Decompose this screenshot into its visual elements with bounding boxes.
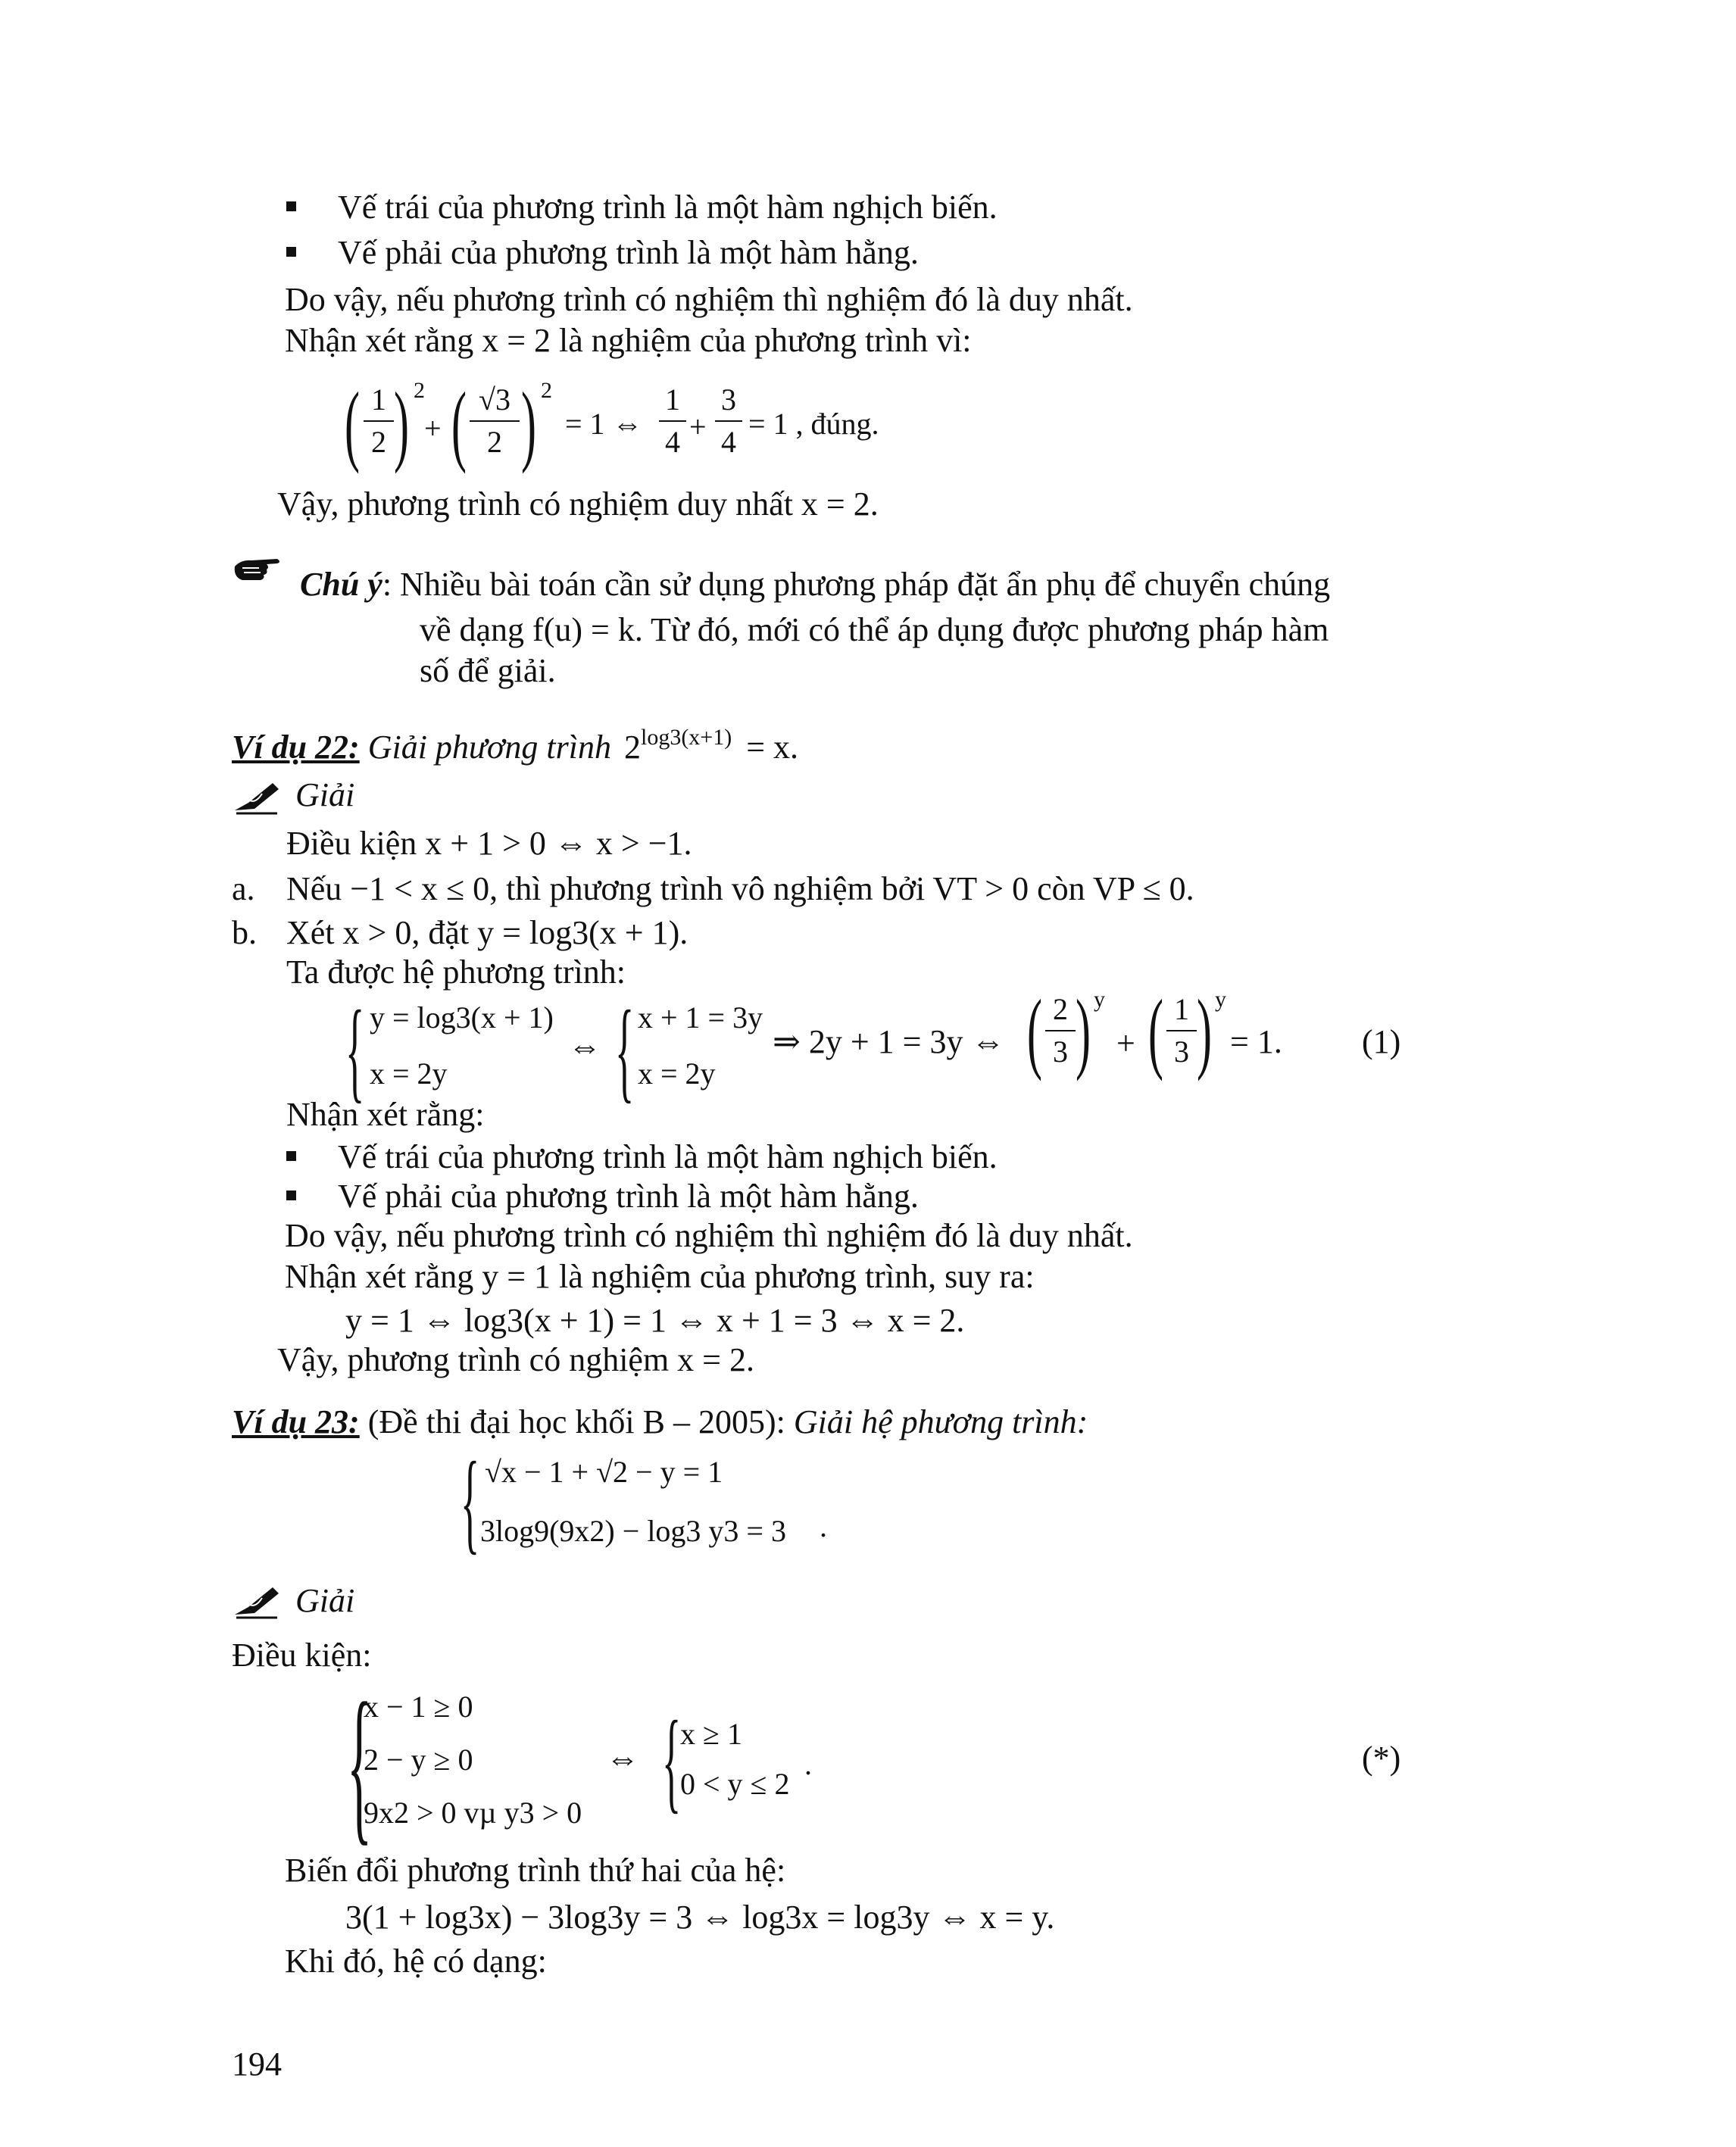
exponent: y	[1094, 987, 1105, 1012]
pointing-hand-icon	[232, 556, 282, 586]
pencil-hand-icon	[232, 780, 282, 815]
implication: ⇒ 2y + 1 = 3y ⇔	[773, 1023, 1005, 1060]
note-label: Chú ý	[300, 566, 382, 603]
derivation: y = 1 ⇔ log3(x + 1) = 1 ⇔ x + 1 = 3 ⇔ x = 2.	[345, 1302, 965, 1339]
system-row: x = 2y	[638, 1056, 716, 1091]
pencil-hand-icon	[232, 1584, 282, 1619]
equation-tag: (*)	[1362, 1740, 1401, 1777]
paragraph: Do vậy, nếu phương trình có nghiệm thì nghiệm đó là duy nhất.	[285, 281, 1133, 318]
example-22-heading: Ví dụ 22: Giải phương trình $2^{log3(x+1)} = x$.	[232, 725, 799, 766]
fraction: 3 4	[715, 382, 742, 460]
example-23-heading: Ví dụ 23: (Đề thi đại học khối B – 2005): Giải hệ phương trình:	[232, 1403, 1088, 1440]
paragraph: Xét x > 0, đặt y = log3(x + 1).	[286, 914, 688, 951]
paragraph: Nhận xét rằng:	[286, 1096, 485, 1133]
fraction: 1 3	[1166, 992, 1197, 1069]
paragraph: Khi đó, hệ có dạng:	[285, 1943, 547, 1980]
derivation: 3(1 + log3x) − 3log3y = 3 ⇔ log3x = log3y ⇔ x = y.	[345, 1899, 1055, 1936]
condition-row: 9x2 > 0 vµ y3 > 0	[364, 1796, 582, 1830]
equals-iff: = 1 ⇔	[565, 407, 643, 441]
note-line: Chú ý: Nhiều bài toán cần sử dụng phương pháp đặt ẩn phụ để chuyển chúng	[300, 566, 1331, 603]
condition-row: x − 1 ≥ 0	[364, 1690, 473, 1724]
exponent: 2	[414, 378, 425, 403]
list-marker: b.	[232, 914, 257, 951]
bullet-marker	[286, 201, 296, 211]
paragraph: Do vậy, nếu phương trình có nghiệm thì nghiệm đó là duy nhất.	[285, 1217, 1133, 1254]
system-row: 3log9(9x2) − log3 y3 = 3	[480, 1514, 786, 1548]
paragraph: Vậy, phương trình có nghiệm duy nhất x = 2.	[277, 485, 879, 523]
system-row: x + 1 = 3y	[638, 1000, 763, 1034]
bullet-text: Vế trái của phương trình là một hàm nghịch biến.	[338, 1138, 998, 1175]
solution-label: Giải	[295, 776, 355, 813]
bullet-marker	[286, 1151, 296, 1161]
condition-row: 2 − y ≥ 0	[364, 1743, 473, 1777]
paragraph: Biến đổi phương trình thứ hai của hệ:	[285, 1852, 786, 1889]
fraction: √3 2	[470, 382, 520, 460]
list-marker: a.	[232, 870, 255, 907]
paragraph: Điều kiện x + 1 > 0 ⇔ x > −1.	[286, 825, 692, 862]
fraction: 1 4	[659, 382, 686, 460]
example-label: Ví dụ 22:	[232, 729, 360, 766]
paragraph: Vậy, phương trình có nghiệm x = 2.	[277, 1341, 754, 1378]
equation-tag: (1)	[1362, 1023, 1401, 1060]
solution-label: Giải	[295, 1582, 355, 1619]
bullet-marker	[286, 247, 296, 257]
exponent: 2	[541, 378, 552, 403]
paragraph: Nếu −1 < x ≤ 0, thì phương trình vô nghiệm bởi VT > 0 còn VP ≤ 0.	[286, 870, 1194, 907]
note-line: về dạng f(u) = k. Từ đó, mới có thể áp dụng được phương pháp hàm	[420, 611, 1329, 648]
paragraph: Điều kiện:	[232, 1637, 372, 1674]
system-row: x = 2y	[370, 1056, 448, 1091]
exponent: y	[1215, 987, 1226, 1012]
fraction: 1 2	[364, 382, 394, 460]
condition-row: 0 < y ≤ 2	[680, 1767, 790, 1801]
bullet-marker	[286, 1191, 296, 1200]
note-line: số để giải.	[420, 652, 556, 689]
condition-row: x ≥ 1	[680, 1717, 742, 1751]
plus-sign: +	[689, 410, 707, 444]
paragraph: Nhận xét rằng x = 2 là nghiệm của phương trình vì:	[285, 322, 972, 359]
fraction: 2 3	[1045, 992, 1076, 1069]
system-row: √x − 1 + √2 − y = 1	[485, 1455, 723, 1489]
equivalence: ⇔	[606, 1740, 639, 1777]
bullet-text: Vế phải của phương trình là một hàm hằng.	[338, 234, 919, 271]
page-number: 194	[232, 2046, 282, 2083]
paragraph: Ta được hệ phương trình:	[286, 953, 626, 991]
paragraph: Nhận xét rằng y = 1 là nghiệm của phương trình, suy ra:	[285, 1258, 1035, 1295]
example-label: Ví dụ 23:	[232, 1403, 360, 1440]
bullet-text: Vế phải của phương trình là một hàm hằng.	[338, 1178, 919, 1215]
equation-end: = 1.	[1230, 1023, 1282, 1060]
equation-tail: = 1 , đúng.	[748, 407, 879, 441]
bullet-text: Vế trái của phương trình là một hàm nghịch biến.	[338, 189, 998, 226]
system-row: y = log3(x + 1)	[370, 1000, 554, 1034]
